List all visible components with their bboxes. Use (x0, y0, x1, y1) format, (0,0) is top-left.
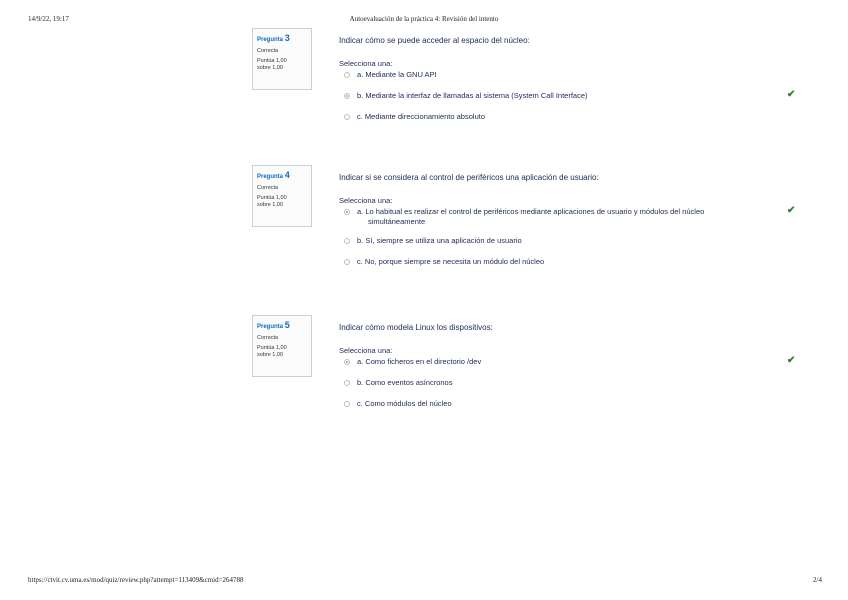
question-grade (257, 195, 307, 209)
radio-icon[interactable] (344, 209, 350, 215)
radio-icon[interactable] (344, 93, 350, 99)
question-title (257, 34, 307, 45)
answer-option-a (339, 357, 809, 367)
grade-line-1: Puntúa 1,00 (257, 345, 287, 351)
answer-option-label: b. Como eventos asíncronos (357, 378, 453, 387)
question-number: 3 (284, 33, 290, 43)
question-info-box (252, 315, 312, 377)
answer-option-b (339, 91, 809, 101)
answer-option-label-continued: simultáneamente (368, 217, 426, 226)
grade-line-2: sobre 1,00 (257, 65, 283, 71)
answer-option-c (339, 257, 809, 267)
question-label: Pregunta (257, 174, 284, 180)
radio-icon[interactable] (344, 259, 350, 265)
radio-icon[interactable] (344, 114, 350, 120)
question-info-box (252, 28, 312, 90)
grade-line-1: Puntúa 1,00 (257, 195, 287, 201)
grade-line-2: sobre 1,00 (257, 352, 283, 358)
answer-option-label: c. Mediante direccionamiento absoluto (357, 112, 485, 121)
question-label: Pregunta (257, 37, 284, 43)
answer-prompt: Selecciona una: (339, 346, 393, 355)
print-footer-url: https://ctvit.cv.uma.es/mod/quiz/review.php?attempt=113409&cmid=264788 (28, 576, 244, 584)
radio-icon[interactable] (344, 380, 350, 386)
question-text: Indicar cómo modela Linux los dispositivos: (339, 323, 493, 332)
question-title (257, 171, 307, 182)
grade-line-1: Puntúa 1,00 (257, 58, 287, 64)
radio-icon[interactable] (344, 359, 350, 365)
radio-icon[interactable] (344, 401, 350, 407)
question-state: Correcta (257, 48, 279, 54)
answer-option-b (339, 236, 809, 246)
check-icon: ✔ (787, 355, 796, 366)
grade-line-2: sobre 1,00 (257, 202, 283, 208)
answer-prompt: Selecciona una: (339, 196, 393, 205)
question-grade (257, 58, 307, 72)
answer-list (339, 70, 809, 122)
answer-option-label: b. Mediante la interfaz de llamadas al sistema (System Call Interface) (357, 91, 588, 100)
answer-option-c (339, 399, 809, 409)
answer-prompt: Selecciona una: (339, 59, 393, 68)
question-number: 4 (284, 170, 290, 180)
check-icon: ✔ (787, 205, 796, 216)
answer-option-label: a. Como ficheros en el directorio /dev (357, 357, 482, 366)
question-title (257, 321, 307, 332)
question-number: 5 (284, 320, 290, 330)
question-state: Correcta (257, 335, 279, 341)
answer-option-label: c. Como módulos del núcleo (357, 399, 452, 408)
question-info-box (252, 165, 312, 227)
answer-option-label: a. Lo habitual es realizar el control de periféricos mediante aplicaciones de usuario y módulos del núcleo (357, 207, 705, 216)
question-state: Correcta (257, 185, 279, 191)
answer-option-b (339, 378, 809, 388)
answer-option-label: a. Mediante la GNU API (357, 70, 437, 79)
print-header-date: 14/9/22, 19:17 (28, 15, 69, 23)
question-label: Pregunta (257, 324, 284, 330)
answer-list (339, 357, 809, 409)
print-footer-page: 2/4 (813, 576, 822, 584)
print-header-title: Autoevaluación de la práctica 4: Revisión del intento (349, 15, 499, 23)
radio-icon[interactable] (344, 72, 350, 78)
question-content (339, 28, 809, 133)
radio-icon[interactable] (344, 238, 350, 244)
answer-option-label: c. No, porque siempre se necesita un módulo del núcleo (357, 257, 545, 266)
answer-option-c (339, 112, 809, 122)
question-text: Indicar si se considera al control de periféricos una aplicación de usuario: (339, 173, 599, 182)
question-content (339, 165, 809, 278)
answer-list (339, 207, 809, 267)
question-grade (257, 345, 307, 359)
question-text: Indicar cómo se puede acceder al espacio del núcleo: (339, 36, 530, 45)
answer-option-label: b. Sí, siempre se utiliza una aplicación de usuario (357, 236, 522, 245)
answer-option-a (339, 70, 809, 80)
check-icon: ✔ (787, 89, 796, 100)
question-content (339, 315, 809, 420)
answer-option-a (339, 207, 809, 227)
